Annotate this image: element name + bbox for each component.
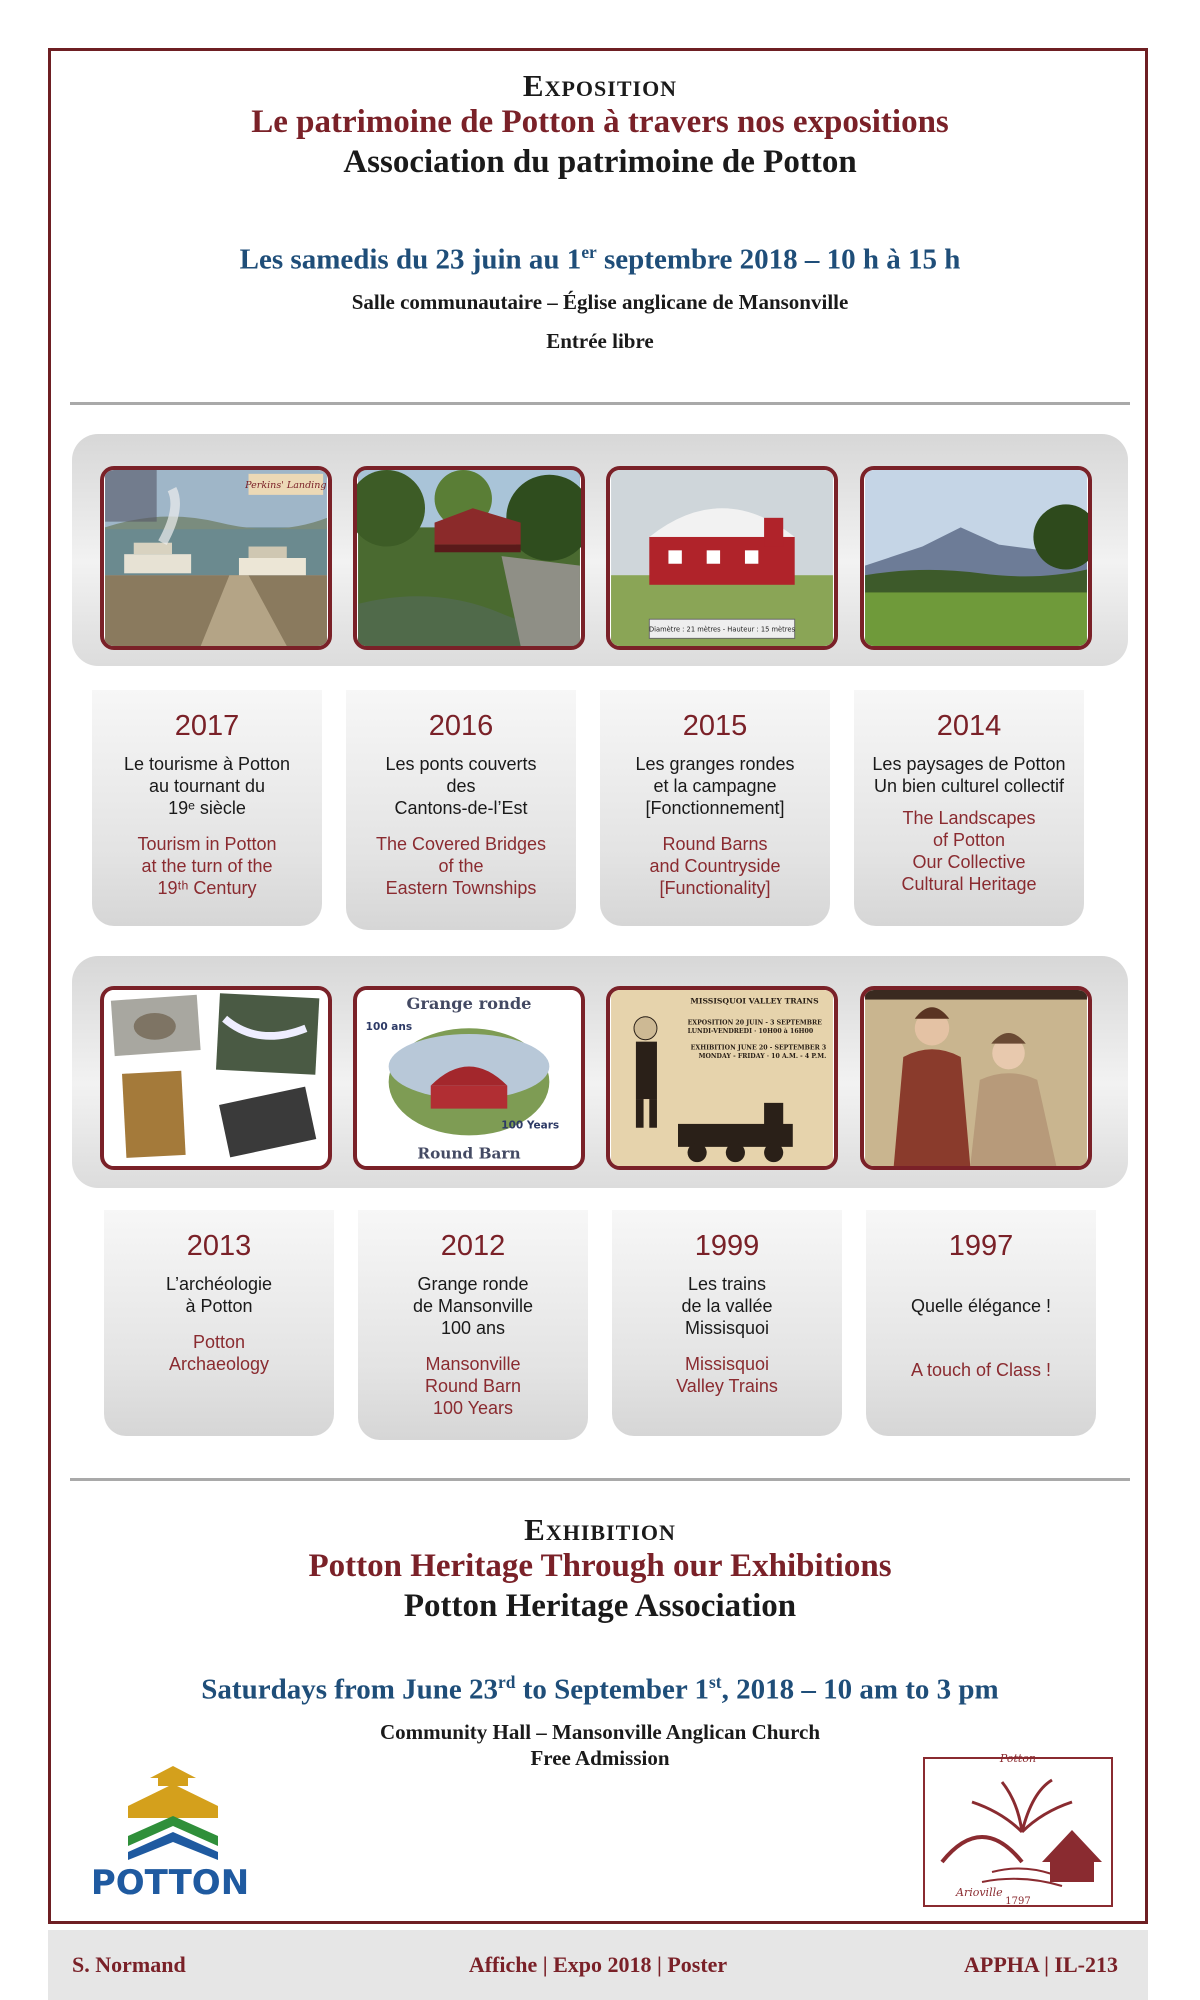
thumbnail-2015 xyxy=(606,466,838,650)
french-date: Les samedis du 23 juin au 1er septembre 2018 – 10 h à 15 h xyxy=(239,242,961,276)
french-association: Association du patrimoine de Potton xyxy=(343,144,857,180)
exhibit-title-en: Tourism in Potton at the turn of the 19ᵗʰ Century xyxy=(137,834,277,898)
french-admission: Entrée libre xyxy=(546,329,654,353)
divider-top xyxy=(70,402,1130,405)
exhibit-title-fr: Quelle élégance ! xyxy=(910,1296,1052,1316)
exhibit-year: 2012 xyxy=(440,1230,506,1262)
exhibition-label: Exhibition xyxy=(524,1512,676,1547)
exhibit-title-en: The Landscapes of Potton Our Collective Cultural Heritage xyxy=(901,808,1037,894)
exhibit-year: 2017 xyxy=(174,710,240,742)
thumbnail-2012 xyxy=(353,986,585,1170)
potton-logo xyxy=(88,1766,258,1898)
exhibit-title-en: A touch of Class ! xyxy=(910,1360,1052,1380)
steamboat-image xyxy=(104,470,328,646)
footer-ref: APPHA | IL-213 xyxy=(964,1952,1118,1977)
round-barn-image xyxy=(610,470,834,646)
exhibit-title-fr: Grange ronde de Mansonville 100 ans xyxy=(412,1274,534,1338)
heritage-seal xyxy=(922,1752,1114,1910)
archaeology-collage xyxy=(104,990,328,1166)
grange-100y-text: 100 Years xyxy=(501,1119,560,1132)
exhibit-card-2014 xyxy=(854,690,1084,926)
thumbnail-2013 xyxy=(100,986,332,1170)
grange-ronde-image xyxy=(357,990,581,1166)
train-poster-image xyxy=(610,990,834,1166)
seal-top-text: Potton xyxy=(999,1752,1037,1765)
exhibit-title-fr: L’archéologie à Potton xyxy=(165,1274,273,1316)
exposition-label: Exposition xyxy=(522,68,678,103)
thumbnail-1999 xyxy=(606,986,838,1170)
grange-bottom-text: Round Barn xyxy=(417,1144,521,1163)
thumbnail-2016 xyxy=(353,466,585,650)
exhibit-title-fr: Le tourisme à Potton au tournant du 19ᵉ siècle xyxy=(123,754,291,818)
exhibit-title-en: The Covered Bridges of the Eastern Townships xyxy=(375,834,547,898)
barn-dims-text: Diamètre : 21 mètres - Hauteur : 15 mètres xyxy=(648,625,796,634)
heritage-seal-icon xyxy=(922,1752,1114,1910)
seal-sign-text: Arioville xyxy=(956,1886,1003,1899)
exhibit-year: 2013 xyxy=(186,1230,252,1262)
thumbnail-2014 xyxy=(860,466,1092,650)
english-date: Saturdays from June 23rd to September 1st, 2018 – 10 am to 3 pm xyxy=(201,1672,999,1706)
thumbnail-2017 xyxy=(100,466,332,650)
potton-logo-icon xyxy=(88,1766,258,1898)
elegance-image xyxy=(864,990,1088,1166)
exhibit-year: 2014 xyxy=(936,710,1002,742)
covered-bridge-image xyxy=(357,470,581,646)
english-venue: Community Hall – Mansonville Anglican Church xyxy=(379,1720,821,1744)
exhibit-title-fr: Les trains de la vallée Missisquoi xyxy=(681,1274,773,1338)
exhibit-year: 1999 xyxy=(694,1230,760,1262)
exhibit-title-en: Potton Archaeology xyxy=(168,1332,270,1374)
train-fr-text: EXPOSITION 20 JUIN - 3 SEPTEMBRE LUNDI-VENDREDI · 10H00 à 16H00 xyxy=(687,1018,822,1035)
exhibit-year: 2016 xyxy=(428,710,494,742)
exhibit-card-2017 xyxy=(92,690,322,926)
thumbnail-1997 xyxy=(860,986,1092,1170)
train-title-text: MISSISQUOI VALLEY TRAINS xyxy=(690,996,819,1006)
sign-text: Perkins' Landing xyxy=(245,480,327,492)
seal-year-text: 1797 xyxy=(1005,1896,1031,1907)
exhibit-title-fr: Les ponts couverts des Cantons-de-l’Est xyxy=(385,754,537,818)
footer-author: S. Normand xyxy=(72,1952,186,1977)
english-admission: Free Admission xyxy=(530,1746,670,1770)
exhibit-title-en: Round Barns and Countryside [Functionality] xyxy=(649,834,781,898)
exhibit-year: 1997 xyxy=(948,1230,1014,1262)
exhibit-title-fr: Les granges rondes et la campagne [Fonctionnement] xyxy=(635,754,795,818)
exhibit-card-2015 xyxy=(600,690,830,926)
grange-top-text: Grange ronde xyxy=(406,994,532,1014)
english-title: Potton Heritage Through our Exhibitions xyxy=(308,1548,892,1584)
exhibit-card-2013 xyxy=(104,1210,334,1436)
potton-logo-text: POTTON xyxy=(90,1863,250,1898)
exhibit-title-en: Missisquoi Valley Trains xyxy=(676,1354,778,1396)
exhibit-title-en: Mansonville Round Barn 100 Years xyxy=(424,1354,522,1418)
exhibit-card-2012 xyxy=(358,1210,588,1440)
train-en-text: EXHIBITION JUNE 20 - SEPTEMBER 3 MONDAY - FRIDAY · 10 A.M. - 4 P.M. xyxy=(690,1043,827,1060)
exhibit-title-fr: Les paysages de Potton Un bien culturel collectif xyxy=(872,754,1066,796)
exhibit-card-1997 xyxy=(866,1210,1096,1436)
french-title: Le patrimoine de Potton à travers nos expositions xyxy=(251,104,949,140)
landscape-image xyxy=(864,470,1088,646)
french-venue: Salle communautaire – Église anglicane de Mansonville xyxy=(351,290,849,314)
grange-100a-text: 100 ans xyxy=(365,1021,413,1034)
exhibit-year: 2015 xyxy=(682,710,748,742)
exhibit-card-1999 xyxy=(612,1210,842,1436)
footer-bar xyxy=(48,1930,1148,2000)
english-association: Potton Heritage Association xyxy=(403,1588,797,1624)
divider-bottom xyxy=(70,1478,1130,1481)
footer-middle: Affiche | Expo 2018 | Poster xyxy=(468,1952,728,1977)
exhibit-card-2016 xyxy=(346,690,576,930)
